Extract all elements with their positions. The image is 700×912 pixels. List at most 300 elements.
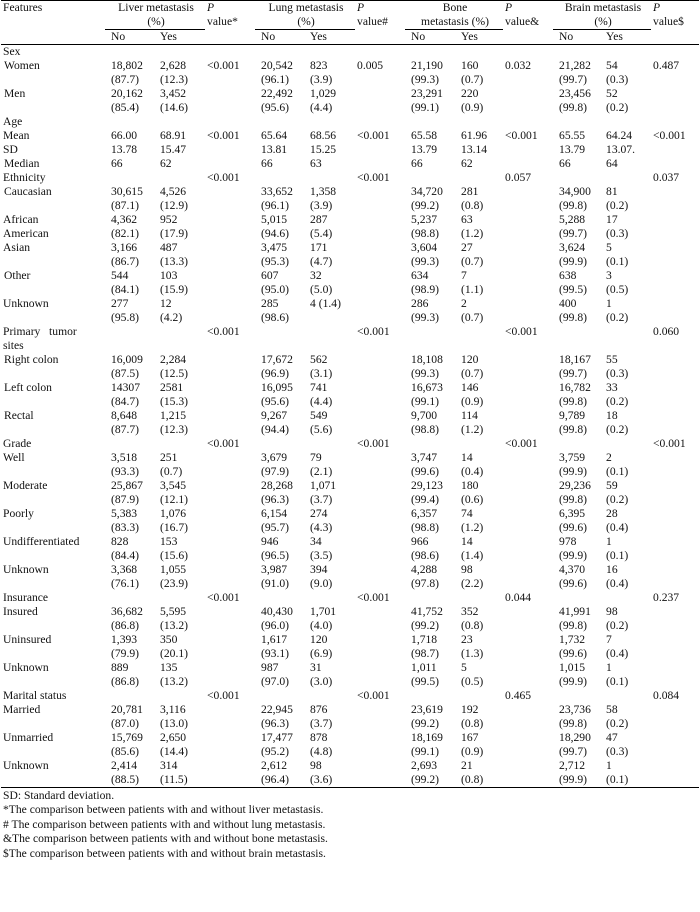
bone-yes-header: Yes [455, 30, 503, 45]
p-value-cell [503, 535, 553, 563]
p-value-cell [205, 535, 255, 563]
table-row [1, 59, 699, 87]
count-cell: 1 (0.1) [606, 535, 629, 562]
count-cell: 1 (0.1) [600, 759, 651, 788]
p-value-cell [205, 661, 255, 689]
count-cell: 23,736 (99.8) [559, 703, 591, 730]
count-cell: 549 (5.6) [310, 409, 333, 436]
count-cell: 15.25 [310, 143, 337, 156]
count-cell [600, 171, 651, 185]
liver-p-header: P value* [205, 1, 255, 30]
count-cell [154, 591, 205, 605]
table-row [1, 703, 699, 731]
table-row [1, 213, 699, 241]
count-cell: 2581 (15.3) [160, 381, 189, 408]
count-cell [600, 325, 651, 353]
count-cell: 3,452 (14.6) [160, 87, 189, 114]
p-value-cell [503, 269, 553, 297]
footnotes [0, 789, 700, 861]
count-cell: 114 (1.2) [461, 409, 484, 436]
p-value-cell [355, 759, 405, 788]
p-value-cell [205, 241, 255, 269]
count-cell: 3,166 (86.7) [111, 241, 140, 268]
liver-yes-header: Yes [154, 30, 205, 45]
p-value-cell [205, 185, 255, 213]
table-row [1, 591, 699, 605]
features-header: Features [1, 1, 105, 30]
p-value-cell [651, 353, 699, 381]
p-value-cell [205, 213, 255, 241]
count-cell: 27 (0.7) [461, 241, 484, 268]
lung-yes-header: Yes [304, 30, 355, 45]
p-value-cell [355, 185, 405, 213]
row-label: Men [4, 87, 26, 100]
p-value-cell [503, 185, 553, 213]
p-value-cell [651, 143, 699, 157]
count-cell [405, 325, 455, 353]
table-row [1, 437, 699, 451]
count-cell: 277 (95.8) [111, 297, 140, 324]
count-cell [455, 689, 503, 703]
count-cell: 63 [310, 157, 322, 170]
p-value-cell [651, 451, 699, 479]
count-cell: 160 (0.7) [461, 59, 484, 86]
p-value-cell [355, 605, 405, 633]
count-cell: 64.24 [606, 129, 633, 142]
count-cell: 65.55 [559, 129, 586, 142]
p-value-cell [651, 731, 699, 759]
count-cell: 13.78 [111, 143, 138, 156]
count-cell [405, 591, 455, 605]
count-cell: 63 (1.2) [461, 213, 484, 240]
count-cell: 9,267 (94.4) [261, 409, 290, 436]
footnote: &The comparison between patients with and without bone metastasis. [3, 832, 328, 846]
count-cell: 6,395 (99.6) [559, 507, 588, 534]
count-cell: 876 (3.7) [310, 703, 333, 730]
count-cell: 29,236 (99.8) [559, 479, 591, 506]
footnote: SD: Standard deviation. [3, 789, 115, 802]
count-cell: 1,076 (16.7) [160, 507, 189, 534]
row-label: Asian [3, 241, 31, 254]
count-cell [455, 437, 503, 451]
p-value-cell [503, 759, 553, 788]
count-cell [154, 437, 205, 451]
count-cell [455, 591, 503, 605]
p-value-cell [503, 479, 553, 507]
count-cell: 1,718 (98.7) [411, 633, 440, 660]
count-cell: 103 (15.9) [160, 269, 189, 296]
count-cell: 22,945 (96.3) [261, 703, 293, 730]
row-label: Unknown [3, 661, 49, 674]
row-label: Unknown [3, 563, 49, 576]
p-value-cell [651, 479, 699, 507]
p-value-cell [355, 451, 405, 479]
row-label: Left colon [4, 381, 52, 394]
header-row-2 [1, 30, 699, 45]
count-cell: 15,769 (85.6) [111, 731, 143, 758]
p-value-cell [205, 381, 255, 409]
count-cell: 66 [559, 157, 571, 170]
count-cell [304, 437, 355, 451]
brain-header: Brain metastasis (%) [553, 1, 651, 30]
row-label: Rectal [4, 409, 34, 422]
count-cell: 180 (0.6) [461, 479, 484, 506]
row-label: Mean [3, 129, 30, 142]
row-label: Married [3, 703, 41, 716]
p-value-cell [355, 269, 405, 297]
count-cell: 889 (86.8) [111, 661, 140, 688]
count-cell: 68.56 [310, 129, 337, 142]
table-row [1, 353, 699, 381]
p-value-cell: <0.001 [357, 129, 390, 142]
row-label: Insurance [3, 591, 49, 604]
p-value-cell [205, 157, 255, 171]
p-value-cell: <0.001 [207, 437, 240, 450]
p-value-cell [651, 87, 699, 115]
p-value-cell [651, 563, 699, 591]
count-cell: 21,282 (99.7) [559, 59, 591, 86]
count-cell: 286 (99.3) [411, 297, 440, 324]
liver-header: Liver metastasis (%) [105, 1, 205, 30]
count-cell: 98 (0.2) [606, 605, 629, 632]
count-cell: 9,700 (98.8) [411, 409, 440, 436]
count-cell: 4,288 (97.8) [411, 563, 440, 590]
count-cell: 23,291 (99.1) [411, 87, 443, 114]
count-cell: 220 (0.9) [461, 87, 484, 114]
count-cell: 2,284 (12.5) [160, 353, 189, 380]
p-value-cell: <0.001 [207, 59, 240, 72]
count-cell: 30,615 (87.1) [111, 185, 143, 212]
count-cell: 350 (20.1) [160, 633, 189, 660]
liver-no-header: No [105, 30, 154, 45]
p-value-cell [205, 143, 255, 157]
p-value-cell: <0.001 [505, 325, 538, 338]
count-cell [255, 591, 304, 605]
count-cell: 2,414 (88.5) [105, 759, 154, 788]
p-value-cell [503, 451, 553, 479]
count-cell: 251 (0.7) [160, 451, 183, 478]
count-cell [255, 689, 304, 703]
count-cell [304, 689, 355, 703]
table-row [1, 563, 699, 591]
p-value-cell [205, 731, 255, 759]
table-row [1, 297, 699, 325]
count-cell [304, 171, 355, 185]
count-cell: 3,759 (99.9) [559, 451, 588, 478]
p-value-cell: 0.060 [653, 325, 680, 338]
count-cell: 3,545 (12.1) [160, 479, 189, 506]
p-value-cell: <0.001 [357, 591, 390, 604]
p-value-cell [355, 535, 405, 563]
row-label: Median [4, 157, 40, 170]
count-cell: 287 (5.4) [310, 213, 333, 240]
count-cell [405, 437, 455, 451]
count-cell: 5,015 (94.6) [261, 213, 290, 240]
count-cell [105, 325, 154, 353]
count-cell: 40,430 (96.0) [261, 605, 293, 632]
count-cell: 16,782 (99.8) [559, 381, 591, 408]
count-cell: 3,679 (97.9) [261, 451, 290, 478]
count-cell [553, 325, 600, 353]
footnote: # The comparison between patients with and without lung metastasis. [3, 817, 326, 831]
count-cell: 79 (2.1) [310, 451, 333, 478]
count-cell: 13.79 [411, 143, 438, 156]
count-cell: 59 (0.2) [606, 479, 629, 506]
p-value-cell: <0.001 [653, 129, 686, 142]
count-cell: 81 (0.2) [606, 185, 629, 212]
count-cell: 16 (0.4) [606, 563, 629, 590]
table-row [1, 87, 699, 115]
count-cell: 192 (0.8) [461, 703, 484, 730]
p-value-cell [503, 213, 553, 241]
count-cell: 3,368 (76.1) [111, 563, 140, 590]
row-label: Well [3, 451, 25, 464]
count-cell: 978 (99.9) [559, 535, 588, 562]
count-cell: 2 (0.1) [606, 451, 629, 478]
count-cell: 16,095 (95.6) [261, 381, 293, 408]
p-value-cell [651, 759, 699, 788]
table-row [1, 451, 699, 479]
p-value-cell [355, 731, 405, 759]
p-value-cell [651, 409, 699, 437]
bone-p-header: P value& [503, 1, 553, 30]
count-cell: 281 (0.8) [461, 185, 484, 212]
p-value-cell [205, 633, 255, 661]
count-cell: 21 (0.8) [455, 759, 503, 788]
count-cell: 8,648 (87.7) [111, 409, 140, 436]
p-value-cell: <0.001 [207, 325, 240, 338]
p-value-cell [503, 633, 553, 661]
count-cell: 1,617 (93.1) [261, 633, 290, 660]
count-cell: 41,991 (99.8) [559, 605, 591, 632]
count-cell [455, 171, 503, 185]
count-cell: 352 (0.8) [461, 605, 484, 632]
count-cell [553, 437, 600, 451]
count-cell: 98 (3.6) [304, 759, 355, 788]
count-cell: 68.91 [160, 129, 187, 142]
p-value-cell [651, 185, 699, 213]
p-value-cell [355, 661, 405, 689]
row-label: Age [3, 115, 23, 128]
p-value-cell [651, 605, 699, 633]
row-label: Ethnicity [3, 171, 46, 184]
p-value-cell [503, 703, 553, 731]
p-value-cell [205, 507, 255, 535]
p-value-cell [503, 157, 553, 171]
lung-header: Lung metastasis (%) [255, 1, 355, 30]
count-cell: 135 (13.2) [160, 661, 189, 688]
count-cell: 17,672 (96.9) [261, 353, 293, 380]
p-value-cell: <0.001 [357, 325, 390, 338]
row-label: Undifferentiated [3, 535, 80, 548]
count-cell: 18,290 (99.7) [559, 731, 591, 758]
count-cell: 562 (3.1) [310, 353, 333, 380]
count-cell: 62 [160, 157, 172, 170]
count-cell [154, 325, 205, 353]
p-value-cell [503, 563, 553, 591]
count-cell: 66 [411, 157, 423, 170]
count-cell: 544 (84.1) [111, 269, 140, 296]
p-value-cell [205, 353, 255, 381]
p-value-cell [355, 143, 405, 157]
count-cell [255, 325, 304, 353]
count-cell [154, 689, 205, 703]
count-cell: 36,682 (86.8) [111, 605, 143, 632]
count-cell [600, 591, 651, 605]
table-row [1, 143, 699, 157]
count-cell: 61.96 [461, 129, 488, 142]
row-label: Grade [3, 437, 32, 450]
count-cell: 66 [261, 157, 273, 170]
p-value-cell [355, 353, 405, 381]
p-value-cell: 0.037 [653, 171, 680, 184]
p-value-cell [355, 633, 405, 661]
count-cell: 66 [111, 157, 123, 170]
count-cell: 74 (1.2) [461, 507, 484, 534]
count-cell: 5,237 (98.8) [411, 213, 440, 240]
count-cell: 314 (11.5) [154, 759, 205, 788]
p-value-cell: <0.001 [357, 437, 390, 450]
p-value-cell [355, 381, 405, 409]
count-cell: 52 (0.2) [606, 87, 629, 114]
count-cell: 34,720 (99.2) [411, 185, 443, 212]
count-cell: 14307 (84.7) [111, 381, 140, 408]
count-cell: 12 (4.2) [160, 297, 183, 324]
p-value-cell: 0.487 [653, 59, 680, 72]
count-cell: 6,154 (95.7) [261, 507, 290, 534]
count-cell: 23,619 (99.2) [411, 703, 443, 730]
count-cell [455, 325, 503, 353]
p-value-cell [503, 507, 553, 535]
count-cell [405, 689, 455, 703]
count-cell: 634 (98.9) [411, 269, 440, 296]
p-value-cell [651, 269, 699, 297]
p-value-cell [205, 297, 255, 325]
count-cell: 987 (97.0) [261, 661, 290, 688]
p-value-cell [355, 563, 405, 591]
count-cell: 394 (9.0) [310, 563, 333, 590]
count-cell: 20,542 (96.1) [261, 59, 293, 86]
count-cell: 17,477 (95.2) [261, 731, 293, 758]
count-cell: 28 (0.4) [606, 507, 629, 534]
table-row [1, 759, 699, 788]
count-cell: 31 (3.0) [310, 661, 333, 688]
p-value-cell [205, 87, 255, 115]
count-cell [154, 171, 205, 185]
count-cell: 65.64 [261, 129, 288, 142]
bone-no-header: No [405, 30, 455, 45]
p-value-cell [503, 87, 553, 115]
p-value-cell [651, 507, 699, 535]
footnote: $The comparison between patients with and without brain metastasis. [3, 846, 326, 860]
count-cell: 823 (3.9) [310, 59, 333, 86]
p-value-cell [651, 213, 699, 241]
p-value-cell: <0.001 [207, 129, 240, 142]
p-value-cell [355, 479, 405, 507]
count-cell [105, 689, 154, 703]
row-label: Unknown [1, 759, 105, 788]
count-cell: 34,900 (99.8) [559, 185, 591, 212]
count-cell: 18 (0.2) [606, 409, 629, 436]
count-cell [255, 437, 304, 451]
row-label: Poorly [3, 507, 34, 520]
count-cell: 3,475 (95.3) [261, 241, 290, 268]
table-row [1, 381, 699, 409]
count-cell: 878 (4.8) [310, 731, 333, 758]
count-cell [255, 171, 304, 185]
p-value-cell [355, 157, 405, 171]
count-cell: 20,162 (85.4) [111, 87, 143, 114]
count-cell: 285 (98.6) [261, 297, 290, 324]
count-cell: 14 (1.4) [461, 535, 484, 562]
count-cell: 7 (0.4) [606, 633, 629, 660]
count-cell: 64 [606, 157, 618, 170]
count-cell: 33 (0.2) [606, 381, 629, 408]
p-value-cell [205, 451, 255, 479]
count-cell: 13.14 [461, 143, 488, 156]
count-cell: 741 (4.4) [310, 381, 333, 408]
count-cell: 29,123 (99.4) [411, 479, 443, 506]
p-value-cell [503, 297, 553, 325]
table-row [1, 325, 699, 353]
count-cell: 638 (99.5) [559, 269, 588, 296]
count-cell: 9,789 (99.8) [559, 409, 588, 436]
count-cell: 18,108 (99.3) [411, 353, 443, 380]
p-value-cell [355, 241, 405, 269]
count-cell [553, 591, 600, 605]
count-cell: 3,747 (99.6) [411, 451, 440, 478]
table-row [1, 535, 699, 563]
p-value-cell [503, 143, 553, 157]
table-row [1, 185, 699, 213]
count-cell: 13.79 [559, 143, 586, 156]
count-cell: 828 (84.4) [111, 535, 140, 562]
count-cell: 13.07. [606, 143, 635, 156]
p-value-cell: <0.001 [357, 689, 390, 702]
p-value-cell [651, 381, 699, 409]
count-cell: 946 (96.5) [261, 535, 290, 562]
p-value-cell [503, 241, 553, 269]
count-cell: 3,604 (99.3) [411, 241, 440, 268]
count-cell [105, 171, 154, 185]
count-cell: 487 (13.3) [160, 241, 189, 268]
brain-yes-header: Yes [600, 30, 651, 45]
p-value-cell [355, 87, 405, 115]
row-label: Sex [3, 45, 21, 58]
count-cell [600, 437, 651, 451]
table-row [1, 507, 699, 535]
count-cell: 2,612 (96.4) [255, 759, 304, 788]
count-cell: 55 (0.3) [606, 353, 629, 380]
count-cell: 65.58 [411, 129, 438, 142]
p-value-cell [355, 213, 405, 241]
count-cell: 167 (0.9) [461, 731, 484, 758]
count-cell: 20,781 (87.0) [111, 703, 143, 730]
count-cell: 33,652 (96.1) [261, 185, 293, 212]
count-cell [304, 325, 355, 353]
p-value-cell: 0.084 [653, 689, 680, 702]
p-value-cell [503, 353, 553, 381]
table-row [1, 479, 699, 507]
count-cell: 98 (2.2) [461, 563, 484, 590]
brain-no-header: No [553, 30, 600, 45]
p-value-cell [355, 297, 405, 325]
count-cell: 7 (1.1) [461, 269, 484, 296]
table-row [1, 129, 699, 143]
p-value-cell [205, 479, 255, 507]
count-cell: 1,393 (79.9) [111, 633, 140, 660]
count-cell: 2,650 (14.4) [160, 731, 189, 758]
